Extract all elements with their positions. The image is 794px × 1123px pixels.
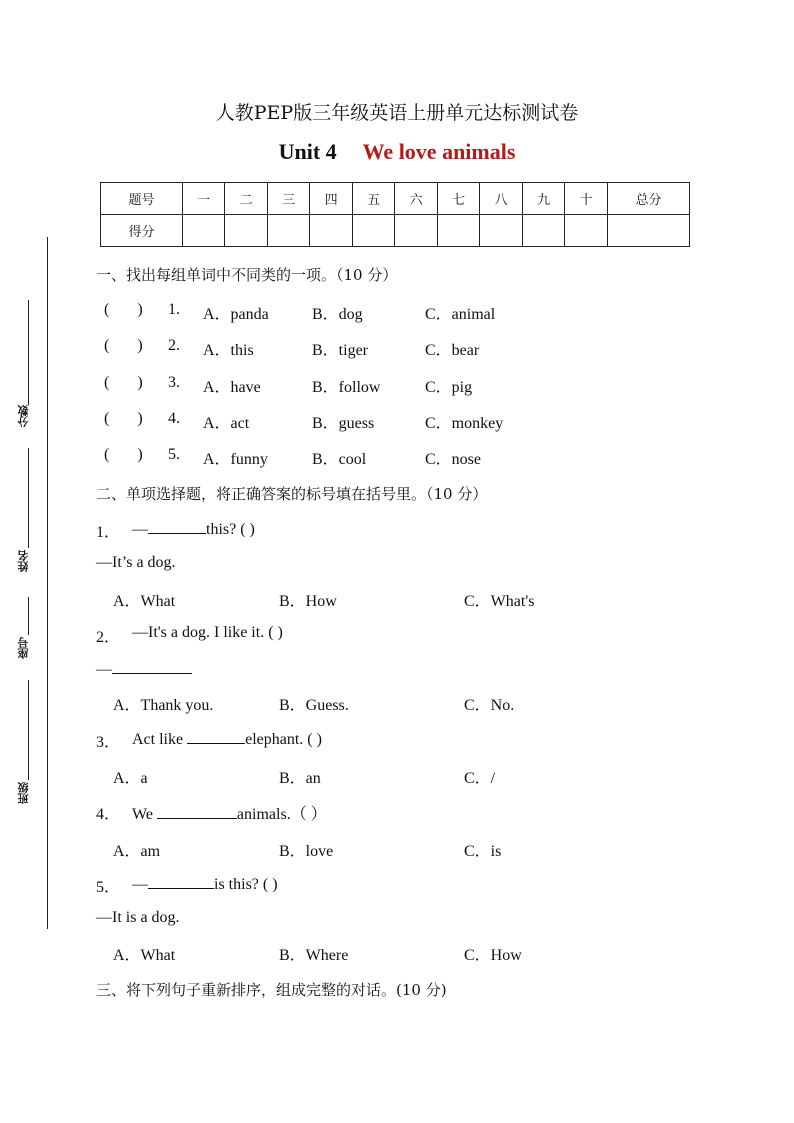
item-number: 4.: [168, 410, 180, 427]
option-b: B．guess: [312, 415, 375, 432]
option-b: B．Where: [279, 947, 349, 964]
score-input-cell[interactable]: [437, 215, 480, 247]
answer-bracket[interactable]: ( ): [104, 337, 143, 354]
score-input-cell[interactable]: [352, 215, 395, 247]
option-c: C．nose: [425, 451, 482, 468]
fill-blank[interactable]: [148, 874, 214, 889]
option-b: B．Guess.: [279, 697, 349, 714]
score-input-cell[interactable]: [267, 215, 310, 247]
option-c: C．is: [464, 843, 502, 860]
answer-bracket[interactable]: ( ): [104, 374, 143, 391]
score-cell: 八: [480, 183, 523, 215]
dash: —: [132, 876, 148, 893]
reply-text: —It’s a dog.: [96, 554, 176, 571]
fill-blank[interactable]: [148, 519, 206, 534]
score-cell: 十: [565, 183, 608, 215]
option-c: C．What's: [464, 593, 535, 610]
question-tail: is this? ( ): [214, 876, 278, 893]
option-c: C．/: [464, 770, 496, 787]
option-c: C．How: [464, 947, 522, 964]
answer-bracket[interactable]: ( ): [104, 446, 143, 463]
score-cell: 一: [182, 183, 225, 215]
option-a: A．this: [203, 342, 254, 359]
score-cell: 四: [310, 183, 353, 215]
question-number: 3．: [96, 734, 121, 751]
fill-blank[interactable]: [187, 729, 245, 744]
option-c: C．animal: [425, 306, 496, 323]
option-c: C．pig: [425, 379, 473, 396]
option-b: B．cool: [312, 451, 367, 468]
item-number: 5.: [168, 446, 180, 463]
score-row-label: 得分: [101, 215, 183, 247]
score-cell: 题号: [101, 183, 183, 215]
score-input-cell[interactable]: [480, 215, 523, 247]
question-tail: elephant. ( ): [245, 731, 322, 748]
item-number: 2.: [168, 337, 180, 354]
score-input-cell[interactable]: [395, 215, 438, 247]
option-b: B．follow: [312, 379, 381, 396]
question-text: [132, 519, 255, 539]
question-text: [132, 801, 327, 824]
score-table: [100, 182, 690, 247]
score-cell: 九: [522, 183, 565, 215]
item-number: 1.: [168, 301, 180, 318]
score-cell: 五: [352, 183, 395, 215]
class-underline: [28, 680, 29, 780]
score-input-cell[interactable]: [565, 215, 608, 247]
score-cell: 三: [267, 183, 310, 215]
score-cell: 六: [395, 183, 438, 215]
question-number: 5．: [96, 879, 121, 896]
option-a: A．am: [113, 843, 161, 860]
page-title: 人教PEP版三年级英语上册单元达标测试卷: [215, 102, 579, 124]
option-b: B．tiger: [312, 342, 368, 359]
fill-blank[interactable]: [112, 659, 192, 674]
score-input-cell[interactable]: [225, 215, 268, 247]
option-a: A．a: [113, 770, 148, 787]
question-text: [132, 874, 278, 894]
side-label-class: 班级: [17, 782, 30, 804]
question-number: 4．: [96, 806, 121, 823]
fill-blank[interactable]: [157, 804, 237, 819]
option-a: A．act: [203, 415, 250, 432]
question-number: 1．: [96, 524, 121, 541]
question-head: Act like: [132, 731, 184, 748]
option-a: A．panda: [203, 306, 269, 323]
side-label-score: 分数: [17, 405, 30, 427]
section2-heading: 二、单项选择题，将正确答案的标号填在括号里。（10 分）: [96, 485, 488, 503]
option-a: A．have: [203, 379, 261, 396]
reply-text: [96, 659, 192, 679]
option-a: A．funny: [203, 451, 268, 468]
score-table-score-row: [101, 215, 690, 247]
score-input-cell[interactable]: [310, 215, 353, 247]
option-b: B．How: [279, 593, 337, 610]
score-input-cell[interactable]: [182, 215, 225, 247]
answer-bracket[interactable]: ( ): [104, 301, 143, 318]
side-label-name: 姓名: [17, 550, 30, 572]
option-c: C．monkey: [425, 415, 504, 432]
question-number: 2．: [96, 629, 121, 646]
reply-text: —It is a dog.: [96, 909, 180, 926]
option-b: B．an: [279, 770, 321, 787]
score-cell: 总分: [607, 183, 689, 215]
seat-underline: [28, 597, 29, 635]
option-a: A．Thank you.: [113, 697, 214, 714]
dash: —: [96, 661, 112, 678]
option-b: B．dog: [312, 306, 363, 323]
option-a: A．What: [113, 947, 176, 964]
option-c: C．bear: [425, 342, 480, 359]
unit-number: Unit 4: [278, 139, 337, 164]
score-underline: [28, 300, 29, 405]
side-label-seat: 座号: [17, 637, 30, 659]
score-input-cell[interactable]: [607, 215, 689, 247]
option-a: A．What: [113, 593, 176, 610]
binding-line: [47, 237, 48, 929]
name-underline: [28, 448, 29, 548]
question-text: —It's a dog. I like it. ( ): [132, 624, 283, 641]
question-head: We: [132, 806, 153, 823]
score-input-cell[interactable]: [522, 215, 565, 247]
section3-heading: 三、将下列句子重新排序，组成完整的对话。(10 分): [96, 981, 447, 999]
unit-theme: We love animals: [362, 139, 516, 164]
dash: —: [132, 521, 148, 538]
section1-heading: 一、找出每组单词中不同类的一项。（10 分）: [96, 266, 398, 284]
item-number: 3.: [168, 374, 180, 391]
score-cell: 二: [225, 183, 268, 215]
question-tail: this? ( ): [206, 521, 255, 538]
option-b: B．love: [279, 843, 334, 860]
score-table-header-row: [101, 183, 690, 215]
question-tail: animals.（ ）: [236, 806, 327, 823]
answer-bracket[interactable]: ( ): [104, 410, 143, 427]
option-c: C．No.: [464, 697, 515, 714]
unit-title: [0, 139, 794, 165]
score-cell: 七: [437, 183, 480, 215]
question-text: [132, 729, 322, 749]
